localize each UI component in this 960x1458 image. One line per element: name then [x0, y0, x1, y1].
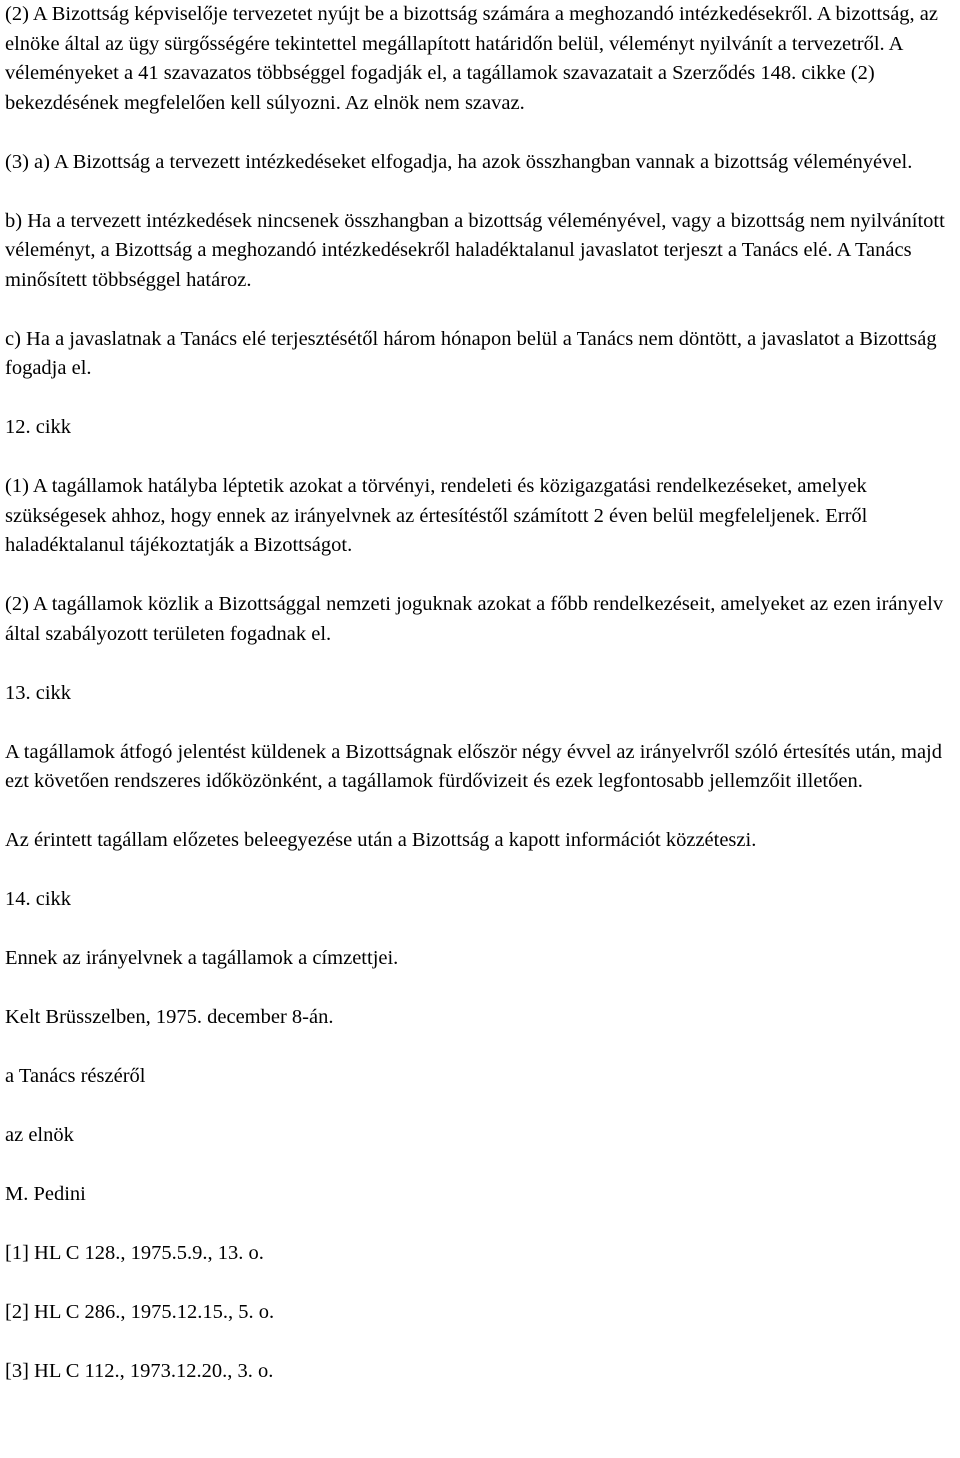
footnote-3: [3] HL C 112., 1973.12.20., 3. o.	[5, 1360, 274, 1382]
paragraph-13-publication: Az érintett tagállam előzetes beleegyezése után a Bizottság a kapott információt közzéteszi.	[5, 829, 757, 851]
paragraph-addressees: Ennek az irányelvnek a tagállamok a címzettjei.	[5, 947, 399, 969]
footnote-2: [2] HL C 286., 1975.12.15., 5. o.	[5, 1301, 275, 1323]
document-page	[5, 0, 955, 1387]
paragraph-3c: c) Ha a javaslatnak a Tanács elé terjesztésétől három hónapon belül a Tanács nem döntött, a javaslatot a Bizottság fogadja el.	[5, 327, 937, 379]
paragraph-committee-procedure: (2) A Bizottság képviselője tervezetet nyújt be a bizottság számára a meghozandó intézkedésekről. A bizottság, az elnöke által az ügy sürgősségére tekintettel megállapított határidőn belül, véleményt nyilvánít a tervezetről. A véleményeket a 41 szavazatos többséggel fogadják el, a tagállamok szavazatait a Szerződés 148. cikke (2) bekezdésének megfelelően kell súlyozni. Az elnök nem szavaz.	[5, 3, 939, 114]
paragraph-3a: (3) a) A Bizottság a tervezett intézkedéseket elfogadja, ha azok összhangban vannak a bizottság véleményével.	[5, 150, 913, 173]
article-heading-14: 14. cikk	[5, 888, 72, 910]
article-heading-12: 12. cikk	[5, 416, 72, 438]
signatory-name: M. Pedini	[5, 1183, 86, 1205]
date-place-line: Kelt Brüsszelben, 1975. december 8-án.	[5, 1006, 334, 1028]
footnote-1: [1] HL C 128., 1975.5.9., 13. o.	[5, 1242, 264, 1264]
paragraph-13-report: A tagállamok átfogó jelentést küldenek a Bizottságnak először négy évvel az irányelvről szóló értesítés után, majd ezt követően rendszeres időközönként, a tagállamok fürdővizeit és ezek legfontosabb jellemzőit illetően.	[5, 740, 943, 792]
signatory-body: a Tanács részéről	[5, 1065, 146, 1087]
article-heading-13: 13. cikk	[5, 681, 72, 704]
signatory-role: az elnök	[5, 1124, 74, 1146]
paragraph-12-2: (2) A tagállamok közlik a Bizottsággal nemzeti joguknak azokat a főbb rendelkezéseit, amelyeket az ezen irányelv által szabályozott területen fogadnak el.	[5, 593, 944, 645]
paragraph-12-1: (1) A tagállamok hatályba léptetik azokat a törvényi, rendeleti és közigazgatási rendelkezéseket, amelyek szükségesek ahhoz, hogy ennek az irányelvnek az értesítéstől számított 2 éven belül megfeleljenek. Erről haladéktalanul tájékoztatják a Bizottságot.	[5, 475, 868, 556]
paragraph-3b: b) Ha a tervezett intézkedések nincsenek összhangban a bizottság véleményével, vagy a bizottság nem nyilvánított véleményt, a Bizottság a meghozandó intézkedésekről haladéktalanul javaslatot terjeszt a Tanács elé. A Tanács minősített többséggel határoz.	[5, 209, 945, 291]
